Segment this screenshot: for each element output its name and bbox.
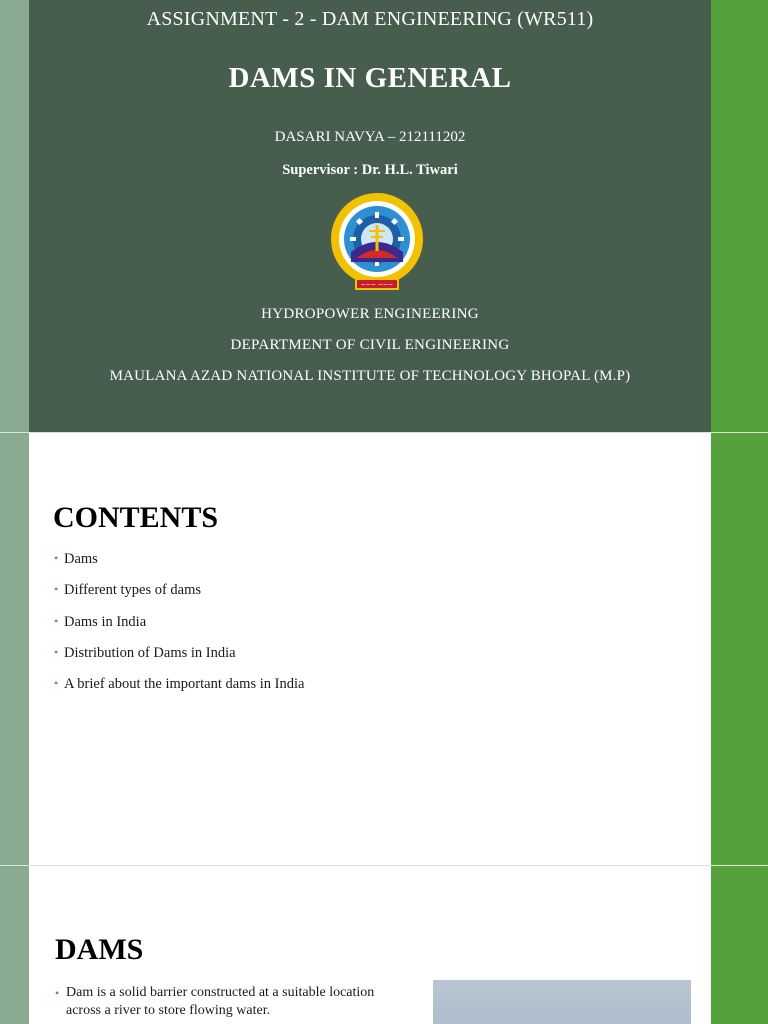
dams-heading: DAMS xyxy=(55,933,144,966)
bullet-icon: • xyxy=(54,551,59,565)
author-line: DASARI NAVYA – 212111202 xyxy=(274,129,466,145)
dam-photo xyxy=(433,980,691,1024)
list-item-text: Dams in India xyxy=(64,613,147,630)
list-item xyxy=(54,551,304,582)
institute-line: MAULANA AZAD NATIONAL INSTITUTE OF TECHNOLOGY BHOPAL (M.P) xyxy=(109,368,631,384)
supervisor-line: Supervisor : Dr. H.L. Tiwari xyxy=(282,162,458,178)
presentation-title: DAMS IN GENERAL xyxy=(228,62,512,94)
bullet-icon: • xyxy=(55,986,60,1000)
bullet-icon: • xyxy=(54,644,59,659)
institute-logo xyxy=(327,192,427,298)
svg-text:~~~ ~~~: ~~~ ~~~ xyxy=(360,281,394,289)
left-accent-strip xyxy=(0,0,29,432)
list-item xyxy=(54,582,304,613)
left-accent-strip xyxy=(0,866,29,1024)
right-accent-strip xyxy=(711,433,768,865)
right-accent-strip xyxy=(711,866,768,1024)
bullet-icon: • xyxy=(54,613,59,628)
list-item xyxy=(54,676,304,707)
dams-definition xyxy=(55,984,395,1020)
list-item-text: Distribution of Dams in India xyxy=(64,644,236,661)
contents-heading: CONTENTS xyxy=(53,501,219,534)
list-item xyxy=(54,645,304,676)
list-item-text: A brief about the important dams in India xyxy=(64,676,305,693)
dams-definition-text: Dam is a solid barrier constructed at a suitable location across a river to store flowing water. xyxy=(66,985,375,1018)
title-slide xyxy=(0,0,768,432)
list-item-text: Dams xyxy=(64,551,98,567)
bullet-icon: • xyxy=(54,676,59,691)
contents-slide xyxy=(0,433,768,865)
list-item xyxy=(54,614,304,645)
contents-list xyxy=(54,551,304,707)
bullet-icon: • xyxy=(54,582,59,597)
department-line: DEPARTMENT OF CIVIL ENGINEERING xyxy=(230,337,510,353)
right-accent-strip xyxy=(711,0,768,432)
title-panel xyxy=(29,0,711,432)
program-line: HYDROPOWER ENGINEERING xyxy=(261,306,479,322)
assignment-title: ASSIGNMENT - 2 - DAM ENGINEERING (WR511) xyxy=(146,8,594,30)
dams-slide xyxy=(0,866,768,1024)
left-accent-strip xyxy=(0,433,29,865)
list-item-text: Different types of dams xyxy=(64,582,202,599)
